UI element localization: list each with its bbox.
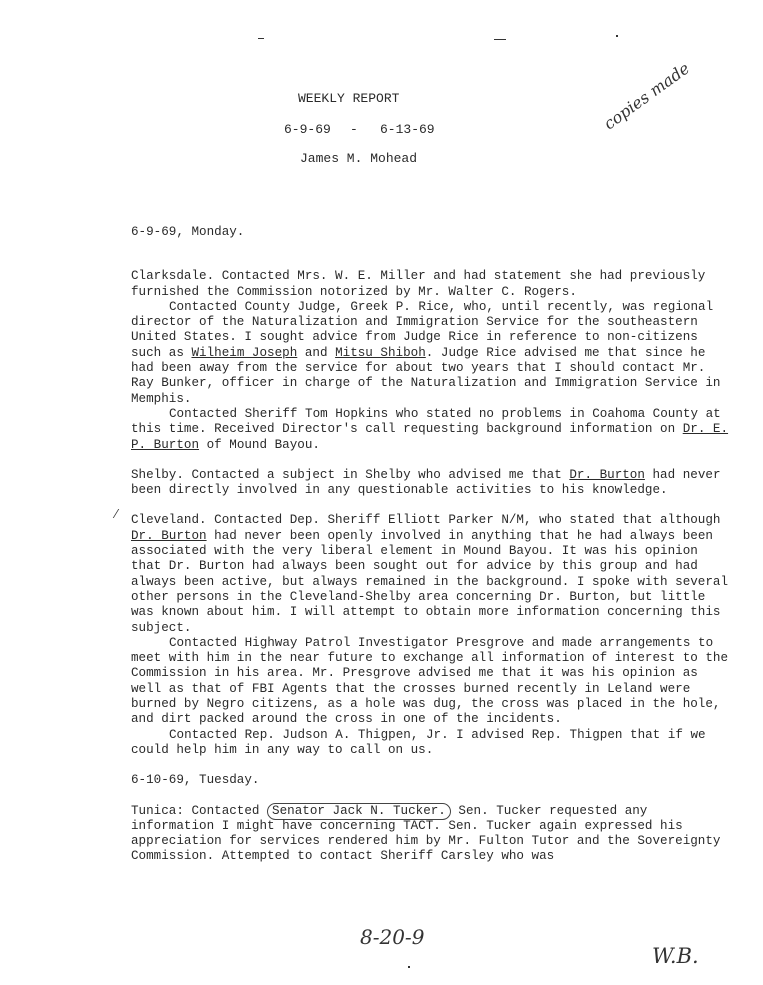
cleveland-paragraph-2: Contacted Highway Patrol Investigator Presgrove and made arrangements to meet with him in the near future to exchange all information of interest to the Commission in his area. Mr. Presgrove advised me that it was his opinion as well as that of FBI Agents that the crosses burned recently in Leland were burned by Negro citizens, as a hole was dug, the cross was placed in the hole, and dirt packed around the cross in one of the incidents. (131, 635, 729, 727)
scan-speck (258, 38, 264, 39)
clarksdale-paragraph-1: Clarksdale. Contacted Mrs. W. E. Miller and had statement she had previously furnished the Commission notorized by Mr. Walter C. Rogers. (131, 269, 706, 299)
check-mark: ⁄ (115, 507, 118, 521)
underlined-name: Dr. E. P. Burton (131, 422, 729, 452)
tunica-paragraph: Tunica: Contacted Senator Jack N. Tucker. Sen. Tucker requested any information I might have concerning TACT. Sen. Tucker again expressed his appreciation for services rendered him by Mr. Fulton Tutor and the Sovereignty Commission. Attempted to contact Sheriff Carsley who was (131, 803, 721, 864)
date-dash: - (350, 122, 358, 137)
report-body (131, 225, 731, 865)
day-heading-tuesday: 6-10-69, Tuesday. (131, 773, 260, 788)
shelby-paragraph: Shelby. Contacted a subject in Shelby who advised me that Dr. Burton had never been directly involved in any questionable activities to his knowledge. (131, 467, 721, 498)
underlined-name: Wilheim Joseph (191, 345, 298, 360)
circled-name: Senator Jack N. Tucker. (267, 803, 451, 820)
underlined-name: Dr. Burton (131, 528, 207, 543)
date-from: 6-9-69 (284, 122, 331, 137)
clarksdale-paragraph-3: Contacted Sheriff Tom Hopkins who stated no problems in Coahoma County at this time. Received Director's call requesting background information on Dr. E. P. Burton of Mound Bayou. (131, 406, 729, 452)
day-heading-monday: 6-9-69, Monday. (131, 225, 245, 239)
scan-speck (494, 39, 506, 40)
underlined-name: Dr. Burton (569, 467, 645, 482)
report-author: James M. Mohead (300, 151, 418, 166)
date-to: 6-13-69 (380, 122, 435, 137)
clarksdale-paragraph-2: Contacted County Judge, Greek P. Rice, who, until recently, was regional director of the Naturalization and Immigration Service for the southeastern United States. I sought advice from Judge Rice in reference to non-citizens such as Wilheim Joseph and Mitsu Shiboh. Judge Rice advised me that since he had been away from the service for about two years that I should contact Mr. Ray Bunker, officer in charge of the Naturalization and Immigration Service in Memphis. (131, 299, 721, 406)
handwritten-initials: W.B. (652, 944, 699, 968)
report-title: WEEKLY REPORT (298, 91, 400, 106)
underlined-name: Mitsu Shiboh (335, 345, 426, 360)
scan-speck (616, 35, 618, 37)
handwritten-copies-note: copies made (600, 58, 693, 134)
cleveland-paragraph-1: Cleveland. Contacted Dep. Sheriff Elliott Parker N/M, who stated that although Dr. Burton had never been openly involved in anything that he had always been associated with the very liberal element in Mound Bayou. It was his opinion that Dr. Burton had always been sought out for advice by this group and had always been active, but always remained in the background. I spoke with several other persons in the Cleveland-Shelby area concerning Dr. Burton, but little was known about him. I will attempt to obtain more information concerning this subject. (131, 513, 729, 635)
handwritten-page-number: 8-20-9 (360, 925, 425, 949)
cleveland-paragraph-3: Contacted Rep. Judson A. Thigpen, Jr. I advised Rep. Thigpen that if we could help him in any way to call on us. (131, 727, 706, 757)
scan-speck (408, 966, 410, 968)
